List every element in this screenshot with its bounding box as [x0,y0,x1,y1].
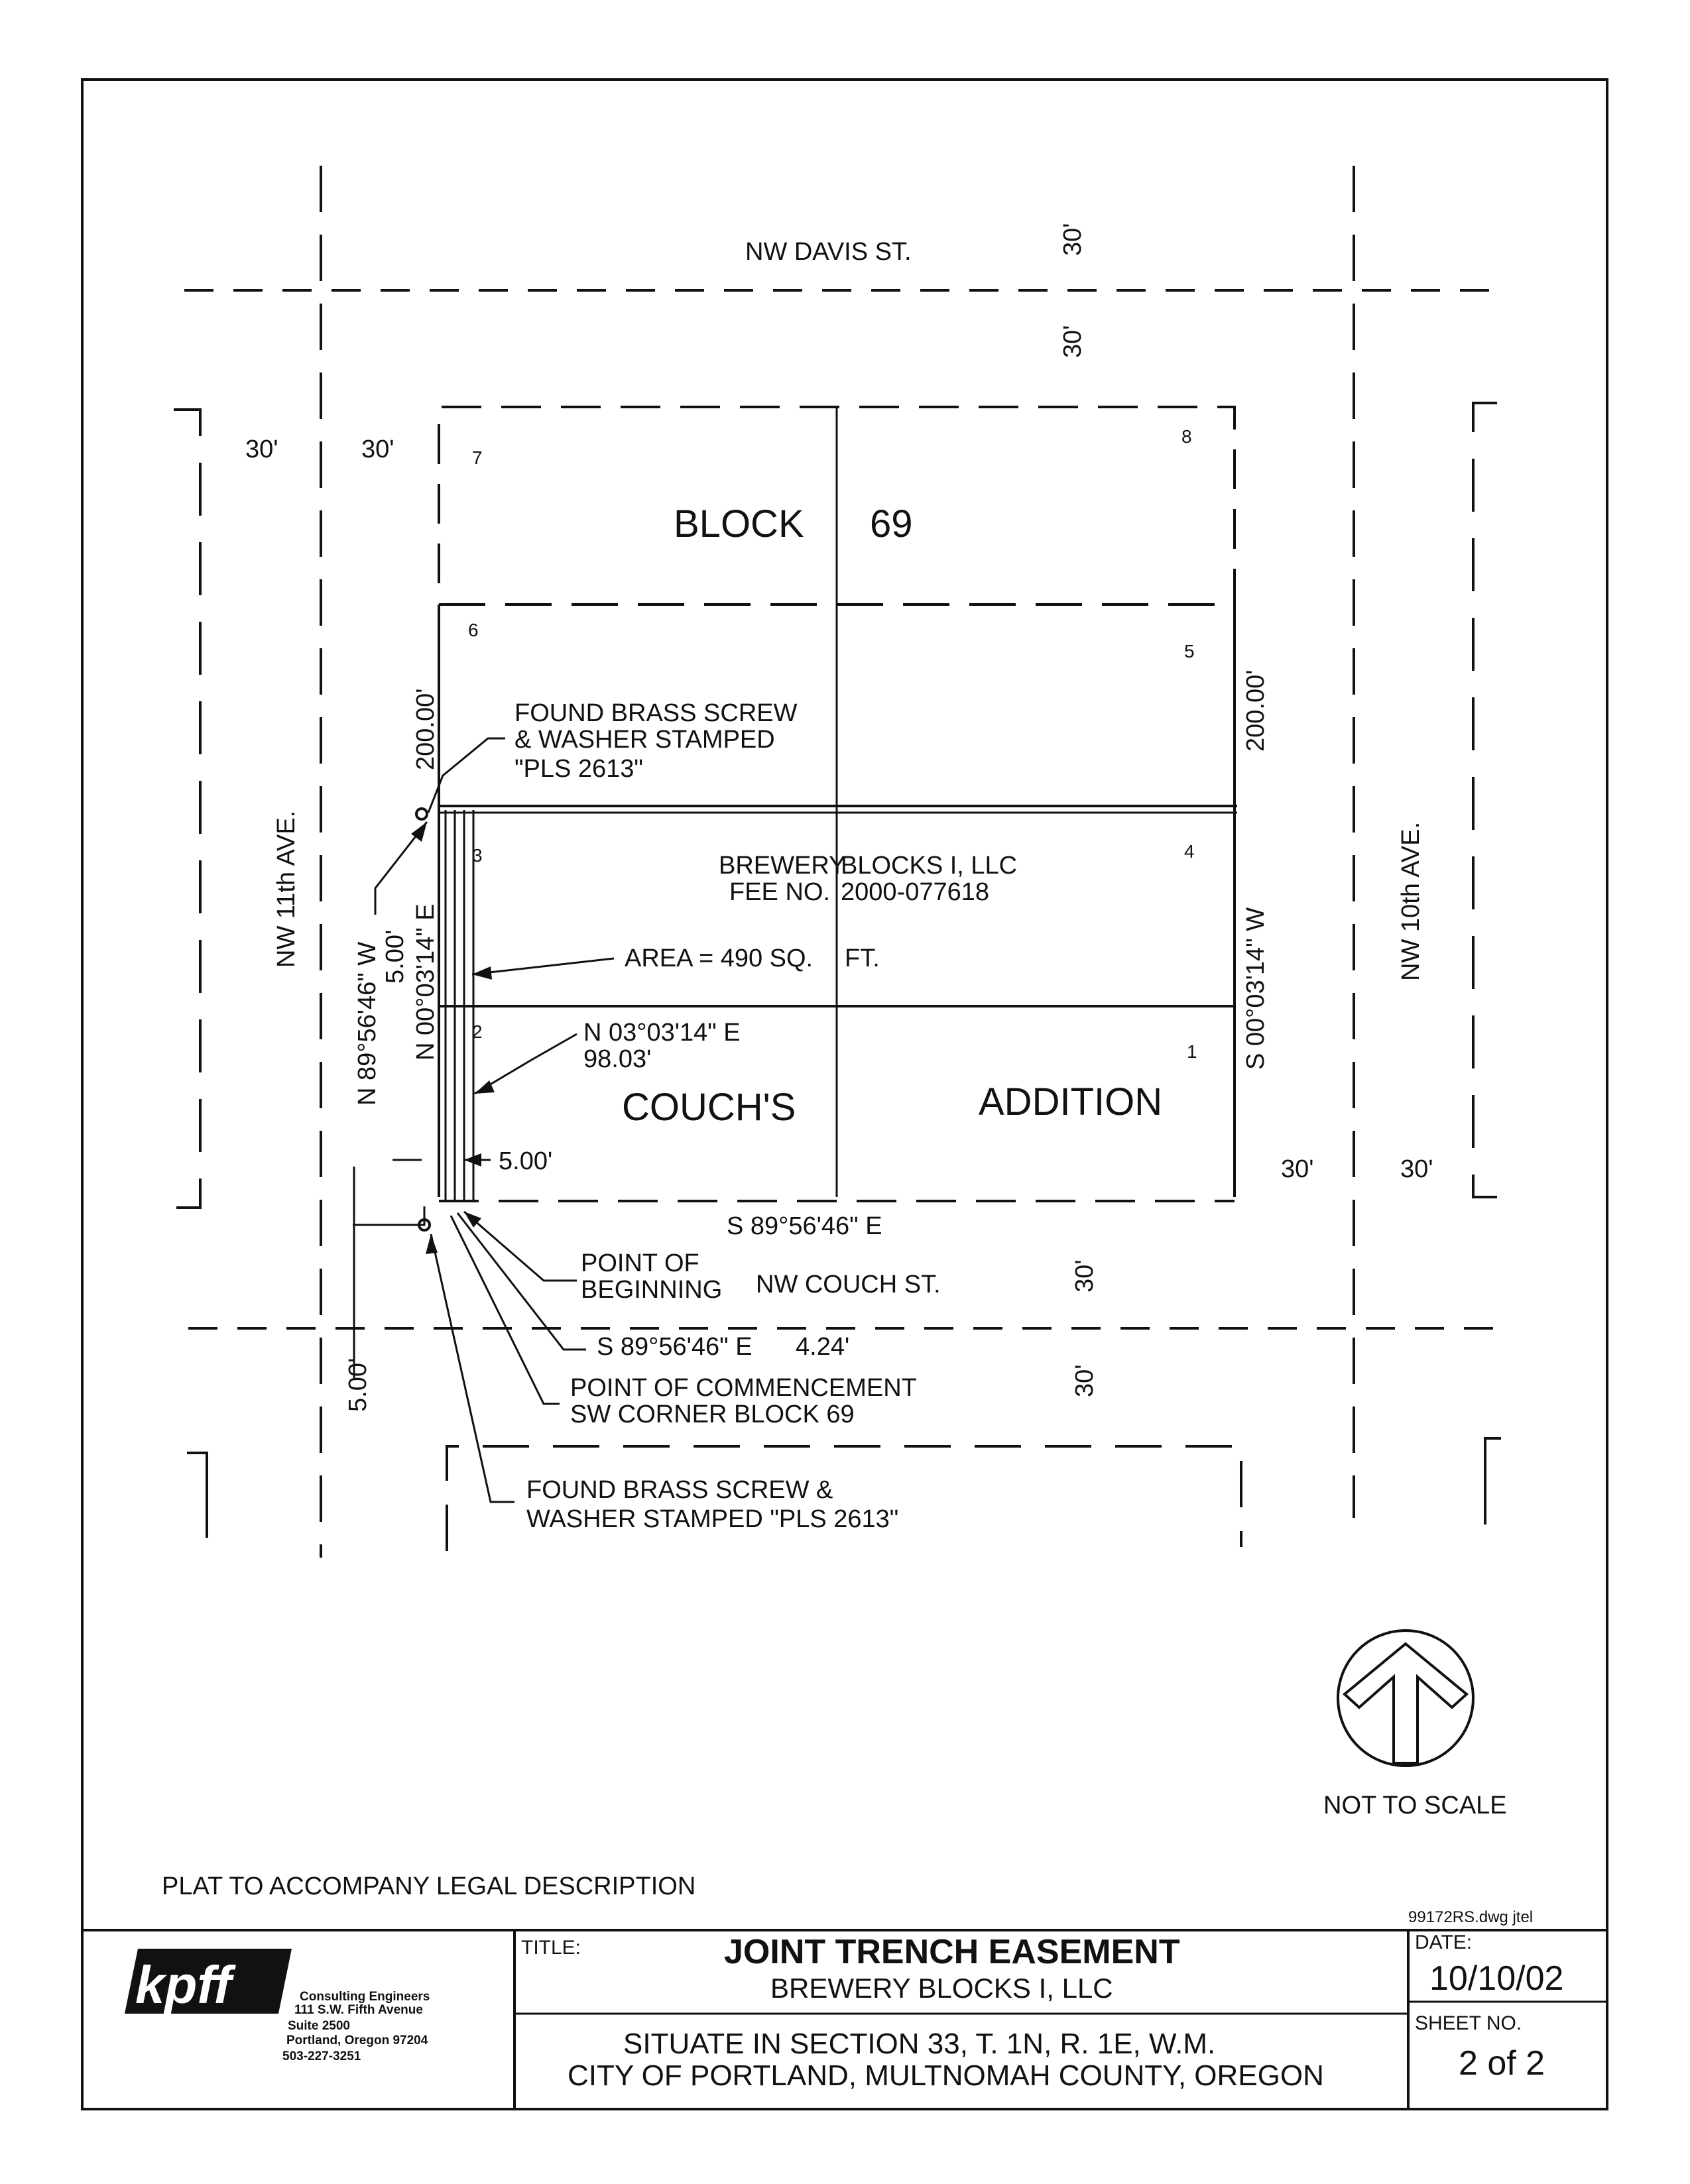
commence-length: 4.24' [796,1333,850,1361]
area-unit: FT. [845,945,880,972]
situate-line-1: SITUATE IN SECTION 33, T. 1N, R. 1E, W.M. [623,2028,1216,2060]
addition-label: ADDITION [979,1080,1163,1123]
sheet-value: 2 of 2 [1459,2044,1545,2083]
nw-adjacent-block [174,410,200,1208]
not-to-scale: NOT TO SCALE [1323,1792,1507,1819]
tenth-avenue-label: NW 10th AVE. [1397,821,1425,981]
fee-label: FEE NO. [729,878,831,906]
pob-line-2: BEGINNING [581,1276,723,1304]
sheet-label: SHEET NO. [1415,2012,1522,2034]
lot-number-5: 5 [1184,641,1195,661]
poc-line-1: POINT OF COMMENCEMENT [570,1374,917,1402]
title-label: TITLE: [521,1937,581,1959]
poc-line-2: SW CORNER BLOCK 69 [570,1401,855,1428]
east-bearing: S 00°03'14" W [1242,907,1270,1070]
tenth-width-e: 30' [1400,1155,1433,1183]
company-line-4: Portland, Oregon 97204 [286,2034,428,2047]
eleventh-avenue-label: NW 11th AVE. [272,810,300,968]
davis-street-label: NW DAVIS ST. [745,238,912,266]
fee-number: 2000-077618 [841,878,989,906]
owner-name-part2: BLOCKS I, LLC [841,852,1018,880]
found-top-line-1: FOUND BRASS SCREW [514,699,798,727]
ne-adjacent-block [1473,403,1497,1197]
lot-number-1: 1 [1187,1041,1197,1062]
eleventh-width-e: 30' [361,435,394,463]
poc-leader [451,1216,560,1404]
plat-caption: PLAT TO ACCOMPANY LEGAL DESCRIPTION [162,1872,696,1900]
north-arrow-icon [1338,1631,1473,1766]
pob-leader [464,1212,577,1281]
lot-number-3: 3 [472,845,483,866]
commence-bearing: S 89°56'46" E [597,1333,753,1361]
easement-bearing: N 03°03'14" E [583,1019,741,1047]
drawing-subtitle: BREWERY BLOCKS I, LLC [770,1973,1113,2004]
area-label: AREA = 490 SQ. [625,945,814,972]
found-monument-top [416,809,427,819]
found-top-line-3: "PLS 2613" [514,755,643,783]
date-value: 10/10/02 [1429,1959,1564,1998]
easement-length: 98.03' [583,1045,652,1073]
south-tie-distance: 5.00' [344,1357,372,1412]
couch-street-label: NW COUCH ST. [756,1271,941,1298]
couch-width-n: 30' [1071,1259,1099,1293]
west-dimension-200: 200.00' [412,688,440,770]
tie-distance: 5.00' [381,929,409,984]
lot-number-4: 4 [1184,841,1195,862]
se-adjacent-block [1485,1438,1501,1524]
found-bottom-line-1: FOUND BRASS SCREW & [526,1476,833,1504]
found-top-line-2: & WASHER STAMPED [514,726,775,754]
found-bottom-leader [431,1234,514,1502]
block-word: BLOCK [674,502,804,546]
strip-width: 5.00' [499,1147,553,1175]
couchs-label: COUCH'S [622,1086,796,1129]
pob-line-1: POINT OF [581,1249,699,1277]
davis-width-n: 30' [1059,223,1087,256]
situate-line-2: CITY OF PORTLAND, MULTNOMAH COUNTY, OREGON [568,2059,1324,2092]
block-number: 69 [870,502,913,546]
owner-name-part1: BREWERY [719,852,846,880]
kpff-logo-text: kpff [135,1955,232,2014]
company-line-3: Suite 2500 [288,2019,350,2033]
east-dimension-200: 200.00' [1242,669,1270,752]
found-bottom-line-2: WASHER STAMPED "PLS 2613" [526,1505,899,1533]
lot-number-7: 7 [472,447,483,468]
easement-bearing-arrowhead [475,1080,495,1094]
lot-number-8: 8 [1181,426,1192,447]
drawing-title: JOINT TRENCH EASEMENT [724,1933,1180,1971]
kpff-logo [125,1949,292,2014]
company-line-2: 111 S.W. Fifth Avenue [294,2003,423,2017]
west-bearing: N 00°03'14" E [412,903,440,1061]
eleventh-width-w: 30' [245,435,278,463]
lot-number-6: 6 [468,620,479,640]
file-reference: 99172RS.dwg jtel [1408,1908,1534,1926]
tie-bearing: N 89°56'46" W [353,941,381,1106]
couch-width-s: 30' [1071,1364,1099,1397]
sw-adjacent-block [187,1453,207,1538]
company-line-5: 503-227-3251 [282,2049,361,2063]
davis-width-s: 30' [1059,325,1087,358]
bottom-tie-line [353,1206,424,1225]
company-line-1: Consulting Engineers [300,1990,430,2004]
found-bottom-arrowhead [426,1234,438,1254]
tenth-width-w: 30' [1281,1155,1314,1183]
area-leader [472,958,614,974]
lot-number-2: 2 [472,1021,483,1042]
south-line-bearing: S 89°56'46" E [727,1212,882,1240]
date-label: DATE: [1415,1931,1473,1953]
